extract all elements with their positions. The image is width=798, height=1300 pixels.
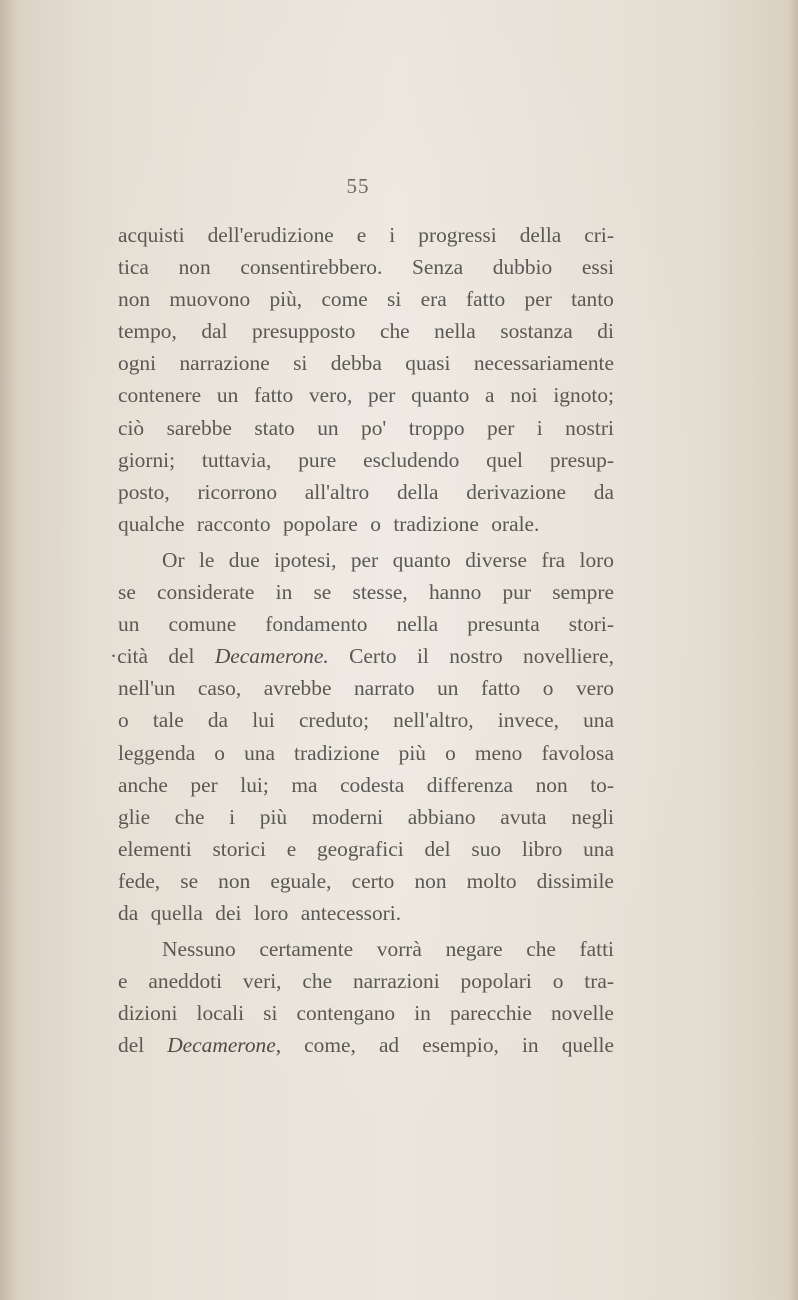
text-line: se considerate in se stesse, hanno pur sempre bbox=[118, 580, 614, 605]
text-line: da quella dei loro antecessori. bbox=[118, 900, 402, 925]
text-line: acquisti dell'erudizione e i progressi della cri- bbox=[118, 223, 614, 247]
text-line: nell'un caso, avrebbe narrato un fatto o vero bbox=[118, 676, 614, 701]
text-line: Or le due ipotesi, per quanto diverse fra loro bbox=[162, 547, 614, 572]
text-line: anche per lui; ma codesta differenza non to- bbox=[118, 772, 614, 797]
text-line: fede, se non eguale, certo non molto dissimile bbox=[118, 868, 614, 893]
text-line: glie che i più moderni abbiano avuta negli bbox=[118, 804, 614, 829]
text-line: e aneddoti veri, che narrazioni popolari o tra- bbox=[118, 969, 614, 994]
text-line: o tale da lui creduto; nell'altro, invece, una bbox=[118, 708, 614, 733]
page-number: 55 bbox=[346, 174, 370, 198]
text-line: ogni narrazione si debba quasi necessariamente bbox=[118, 351, 614, 376]
text-line: un comune fondamento nella presunta stori- bbox=[118, 612, 614, 637]
text-line: posto, ricorrono all'altro della derivazione da bbox=[118, 479, 614, 504]
text-line: ·cità del Decamerone. Certo il nostro novelliere, bbox=[110, 644, 614, 669]
text-line: giorni; tuttavia, pure escludendo quel presup- bbox=[118, 447, 614, 472]
text-line: tica non consentirebbero. Senza dubbio essi bbox=[118, 255, 614, 280]
text-line: non muovono più, come si era fatto per tanto bbox=[118, 287, 614, 312]
text-line: dizioni locali si contengano in parecchie novelle bbox=[118, 1001, 614, 1026]
text-line: qualche racconto popolare o tradizione orale. bbox=[118, 511, 540, 536]
text-line: ciò sarebbe stato un po' troppo per i nostri bbox=[118, 415, 614, 440]
text-line: contenere un fatto vero, per quanto a noi ignoto; bbox=[118, 383, 614, 408]
text-line: del Decamerone, come, ad esempio, in quelle bbox=[118, 1033, 614, 1058]
body-text bbox=[110, 219, 614, 1061]
text-line: Nessuno certamente vorrà negare che fatti bbox=[162, 937, 614, 962]
text-line: tempo, dal presupposto che nella sostanza di bbox=[118, 319, 614, 344]
text-line: leggenda o una tradizione più o meno favolosa bbox=[118, 740, 614, 765]
text-line: elementi storici e geografici del suo libro una bbox=[118, 836, 614, 861]
